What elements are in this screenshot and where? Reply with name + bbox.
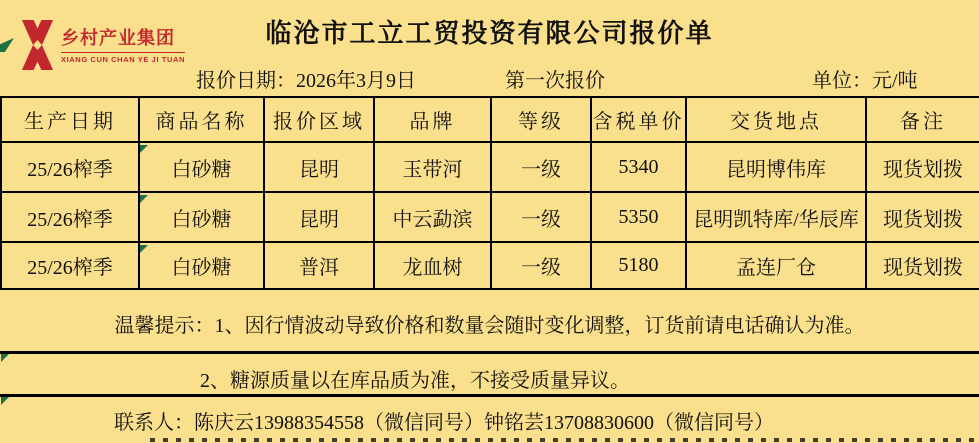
cell-brand: 龙血树: [374, 242, 491, 289]
col-header-brand: 品牌: [374, 97, 491, 142]
corner-marker-icon: [140, 245, 148, 253]
notice-line-2: 2、糖源质量以在库品质为准，不接受质量异议。: [200, 370, 630, 392]
cell-product-name: 白砂糖: [139, 192, 264, 242]
cell-production-date: 25/26榨季: [1, 242, 139, 289]
cell-delivery-place: 昆明博伟库: [686, 142, 866, 192]
cell-tax-price: 5180: [591, 242, 686, 289]
cutoff-text-row: [150, 438, 979, 442]
cell-delivery-place: 昆明凯特库/华辰库: [686, 192, 866, 242]
cell-product-name: 白砂糖: [139, 142, 264, 192]
cell-production-date: 25/26榨季: [1, 142, 139, 192]
cell-delivery-place: 孟连厂仓: [686, 242, 866, 289]
cell-brand: 中云勐滨: [374, 192, 491, 242]
cell-brand: 玉带河: [374, 142, 491, 192]
col-header-tax-price: 含税单价: [591, 97, 686, 142]
cell-tax-price: 5340: [591, 142, 686, 192]
table-header-row: [1, 97, 979, 142]
quote-date: 报价日期：2026年3月9日: [196, 70, 416, 92]
cell-grade: 一级: [491, 192, 591, 242]
cell-remark: 现货划拨: [866, 242, 979, 289]
cell-grade: 一级: [491, 142, 591, 192]
cell-tax-price: 5350: [591, 192, 686, 242]
col-header-grade: 等级: [491, 97, 591, 142]
col-header-product-name: 商品名称: [139, 97, 264, 142]
col-header-remark: 备注: [866, 97, 979, 142]
col-header-production-date: 生产日期: [1, 97, 139, 142]
corner-marker-icon: [140, 195, 148, 203]
cell-remark: 现货划拨: [866, 142, 979, 192]
cell-quote-region: 昆明: [264, 192, 374, 242]
col-header-quote-region: 报价区域: [264, 97, 374, 142]
cell-remark: 现货划拨: [866, 192, 979, 242]
info-row: [0, 58, 979, 96]
corner-marker-icon: [1, 397, 9, 405]
cell-quote-region: 昆明: [264, 142, 374, 192]
cell-quote-region: 普洱: [264, 242, 374, 289]
notice-line-1: 温馨提示：1、因行情波动导致价格和数量会随时变化调整，订货前请电话确认为准。: [114, 315, 865, 337]
logo-name-cn: 乡村产业集团: [61, 28, 175, 48]
corner-marker-icon: [140, 145, 148, 153]
quote-table: [0, 96, 979, 290]
unit-label: 单位：元/吨: [812, 70, 918, 92]
cell-product-name: 白砂糖: [139, 242, 264, 289]
logo-name-en: XIANG CUN CHAN YE JI TUAN: [61, 52, 185, 64]
divider: [0, 351, 979, 354]
divider: [0, 394, 979, 397]
contact-line: 联系人：陈庆云13988354558（微信同号）钟铭芸13708830600（微信同号）: [114, 412, 774, 434]
cell-production-date: 25/26榨季: [1, 192, 139, 242]
col-header-delivery-place: 交货地点: [686, 97, 866, 142]
corner-marker-icon: [1, 354, 9, 362]
cell-grade: 一级: [491, 242, 591, 289]
quote-round: 第一次报价: [505, 70, 605, 92]
page-title: 临沧市工立工贸投资有限公司报价单: [265, 19, 714, 48]
